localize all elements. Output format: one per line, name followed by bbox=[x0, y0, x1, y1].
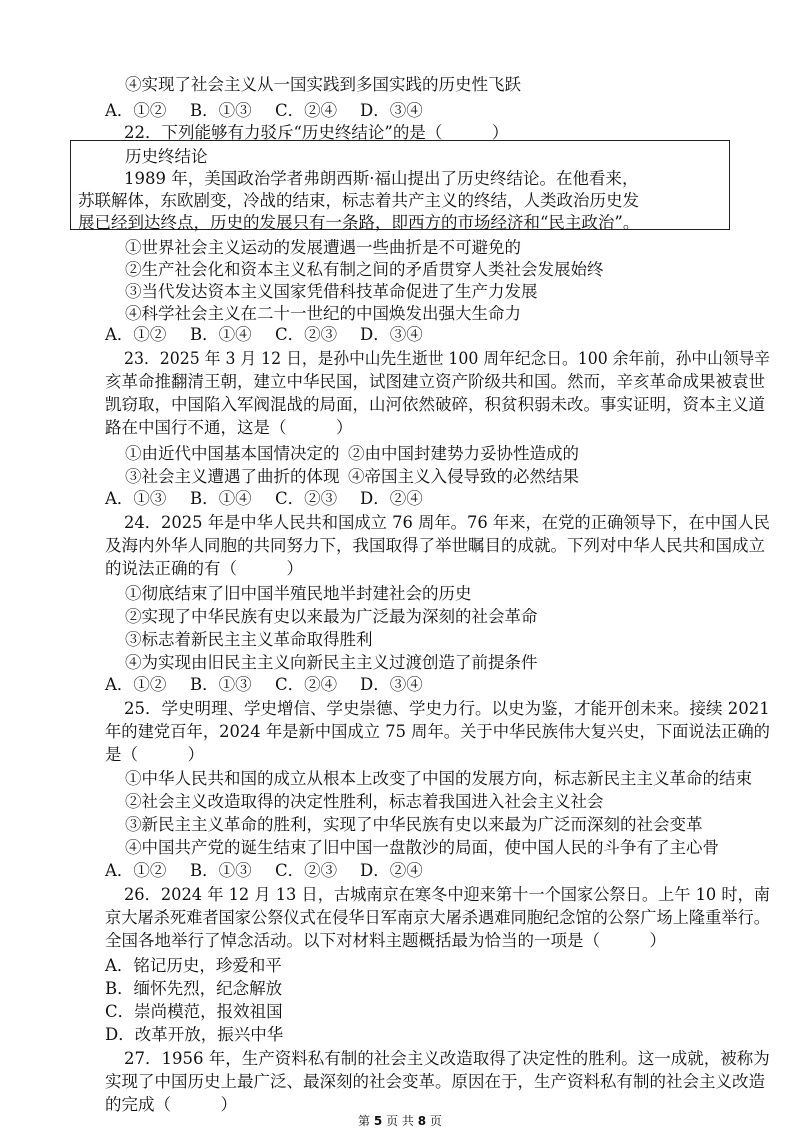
q21-option-b: B．①③ bbox=[190, 101, 252, 120]
q21-option-a: A．①② bbox=[105, 101, 167, 120]
q22-option-a: A．①② bbox=[105, 325, 167, 344]
q24-stem-line-3: 的说法正确的有（ ） bbox=[105, 559, 303, 578]
footer-prefix: 第 bbox=[358, 1114, 371, 1128]
q24-option-c: C．②④ bbox=[275, 675, 338, 694]
q25-item-4: ④中国共产党的诞生结束了旧中国一盘散沙的局面，使中国人民的斗争有了主心骨 bbox=[125, 838, 719, 857]
q25-item-2: ②社会主义改造取得的决定性胜利，标志着我国进入社会主义社会 bbox=[125, 792, 604, 811]
page-footer bbox=[0, 1113, 800, 1129]
q25-stem-line-3: 是（ ） bbox=[105, 745, 204, 764]
footer-page-number: 5 bbox=[373, 1114, 383, 1128]
q27-stem-line-1: 27．1956 年，生产资料私有制的社会主义改造取得了决定性的胜利。这一成就，被称为 bbox=[124, 1049, 770, 1068]
q22-box-line-2: 苏联解体，东欧剧变，冷战的结束，标志着共产主义的终结，人类政治历史发 bbox=[78, 191, 639, 210]
q26-option-a: A．铭记历史，珍爱和平 bbox=[105, 956, 282, 975]
q23-stem-line-3: 凯窃取，中国陷入军阀混战的局面，山河依然破碎，积贫积弱未改。事实证明，资本主义道 bbox=[105, 395, 765, 414]
q23-item-2: ②由中国封建势力妥协性造成的 bbox=[348, 444, 579, 463]
q23-stem-line-4: 路在中国行不通，这是（ ） bbox=[105, 418, 353, 437]
footer-total-pages: 8 bbox=[417, 1114, 427, 1128]
q24-stem-line-2: 及海内外华人同胞的共同努力下，我国取得了举世瞩目的成就。下列对中华人民共和国成立 bbox=[105, 536, 765, 555]
q24-item-4: ④为实现由旧民主主义向新民主主义过渡创造了前提条件 bbox=[125, 653, 538, 672]
q24-option-d: D．③④ bbox=[360, 675, 423, 694]
q21-option-c: C．②④ bbox=[275, 101, 338, 120]
q23-option-b: B．①④ bbox=[190, 489, 252, 508]
q23-stem-line-2: 亥革命推翻清王朝，建立中华民国，试图建立资产阶级共和国。然而，辛亥革命成果被袁世 bbox=[105, 372, 765, 391]
q26-stem-line-3: 全国各地举行了悼念活动。以下对材料主题概括最为恰当的一项是（ ） bbox=[105, 931, 666, 950]
q25-item-1: ①中华人民共和国的成立从根本上改变了中国的发展方向，标志新民主主义革命的结束 bbox=[125, 769, 752, 788]
q24-stem-line-1: 24．2025 年是中华人民共和国成立 76 周年。76 年来，在党的正确领导下，在中国人民 bbox=[124, 513, 770, 532]
footer-middle: 页 共 bbox=[386, 1114, 414, 1128]
q26-option-b: B．缅怀先烈，纪念解放 bbox=[105, 979, 283, 998]
q22-box-line-3: 展已经到达终点，历史的发展只有一条路，即西方的市场经济和“民主政治”。 bbox=[78, 213, 640, 232]
q25-stem-line-1: 25．学史明理、学史增信、学史崇德、学史力行。以史为鉴，才能开创未来。接续 2021 bbox=[124, 699, 770, 718]
q22-item-3: ③当代发达资本主义国家凭借科技革命促进了生产力发展 bbox=[125, 282, 538, 301]
q22-stem: 22．下列能够有力驳斥“历史终结论”的是（ ） bbox=[124, 123, 509, 142]
q27-stem-line-3: 的完成（ ） bbox=[105, 1095, 237, 1114]
q22-box-line-1: 1989 年，美国政治学者弗朗西斯·福山提出了历史终结论。在他看来， bbox=[124, 169, 639, 188]
q23-option-d: D．②④ bbox=[360, 489, 423, 508]
q23-stem-line-1: 23．2025 年 3 月 12 日，是孙中山先生逝世 100 周年纪念日。100 余年前，孙中山领导辛 bbox=[124, 349, 771, 368]
q24-item-2: ②实现了中华民族有史以来最为广泛最为深刻的社会革命 bbox=[125, 607, 538, 626]
q25-option-c: C．②③ bbox=[275, 861, 338, 880]
q26-stem-line-2: 京大屠杀死难者国家公祭仪式在侵华日军南京大屠杀遇难同胞纪念馆的公祭广场上隆重举行。 bbox=[105, 908, 770, 927]
q26-option-c: C．崇尚模范，报效祖国 bbox=[105, 1002, 283, 1021]
q21-option-d: D．③④ bbox=[360, 101, 423, 120]
q22-item-2: ②生产社会化和资本主义私有制之间的矛盾贯穿人类社会发展始终 bbox=[125, 260, 604, 279]
q22-option-b: B．①④ bbox=[190, 325, 252, 344]
q24-item-1: ①彻底结束了旧中国半殖民地半封建社会的历史 bbox=[125, 584, 472, 603]
footer-suffix: 页 bbox=[429, 1114, 442, 1128]
q22-box-title: 历史终结论 bbox=[125, 147, 208, 166]
q25-option-d: D．②④ bbox=[360, 861, 423, 880]
q22-option-c: C．②③ bbox=[275, 325, 338, 344]
q23-option-c: C．②③ bbox=[275, 489, 338, 508]
q26-option-d: D．改革开放，振兴中华 bbox=[105, 1025, 284, 1044]
q22-item-1: ①世界社会主义运动的发展遭遇一些曲折是不可避免的 bbox=[125, 238, 521, 257]
q21-item-4: ④实现了社会主义从一国实践到多国实践的历史性飞跃 bbox=[125, 75, 521, 94]
q25-stem-line-2: 年的建党百年，2024 年是新中国成立 75 周年。关于中华民族伟大复兴史，下面说法正确的 bbox=[105, 722, 770, 741]
q23-item-1: ①由近代中国基本国情决定的 bbox=[125, 444, 340, 463]
q23-item-4: ④帝国主义入侵导致的必然结果 bbox=[348, 467, 579, 486]
q24-option-b: B．①③ bbox=[190, 675, 252, 694]
q25-item-3: ③新民主主义革命的胜利，实现了中华民族有史以来最为广泛而深刻的社会变革 bbox=[125, 815, 703, 834]
q24-option-a: A．①② bbox=[105, 675, 167, 694]
q22-item-4: ④科学社会主义在二十一世纪的中国焕发出强大生命力 bbox=[125, 304, 521, 323]
q25-option-b: B．①③ bbox=[190, 861, 252, 880]
q27-stem-line-2: 实现了中国历史上最广泛、最深刻的社会变革。原因在于，生产资料私有制的社会主义改造 bbox=[105, 1072, 765, 1091]
q22-option-d: D．③④ bbox=[360, 325, 423, 344]
q25-option-a: A．①② bbox=[105, 861, 167, 880]
q24-item-3: ③标志着新民主主义革命取得胜利 bbox=[125, 630, 373, 649]
q23-option-a: A．①③ bbox=[105, 489, 167, 508]
q26-stem-line-1: 26．2024 年 12 月 13 日，古城南京在寒冬中迎来第十一个国家公祭日。上午 10 时，南 bbox=[124, 885, 770, 904]
q23-item-3: ③社会主义遭遇了曲折的体现 bbox=[125, 467, 340, 486]
